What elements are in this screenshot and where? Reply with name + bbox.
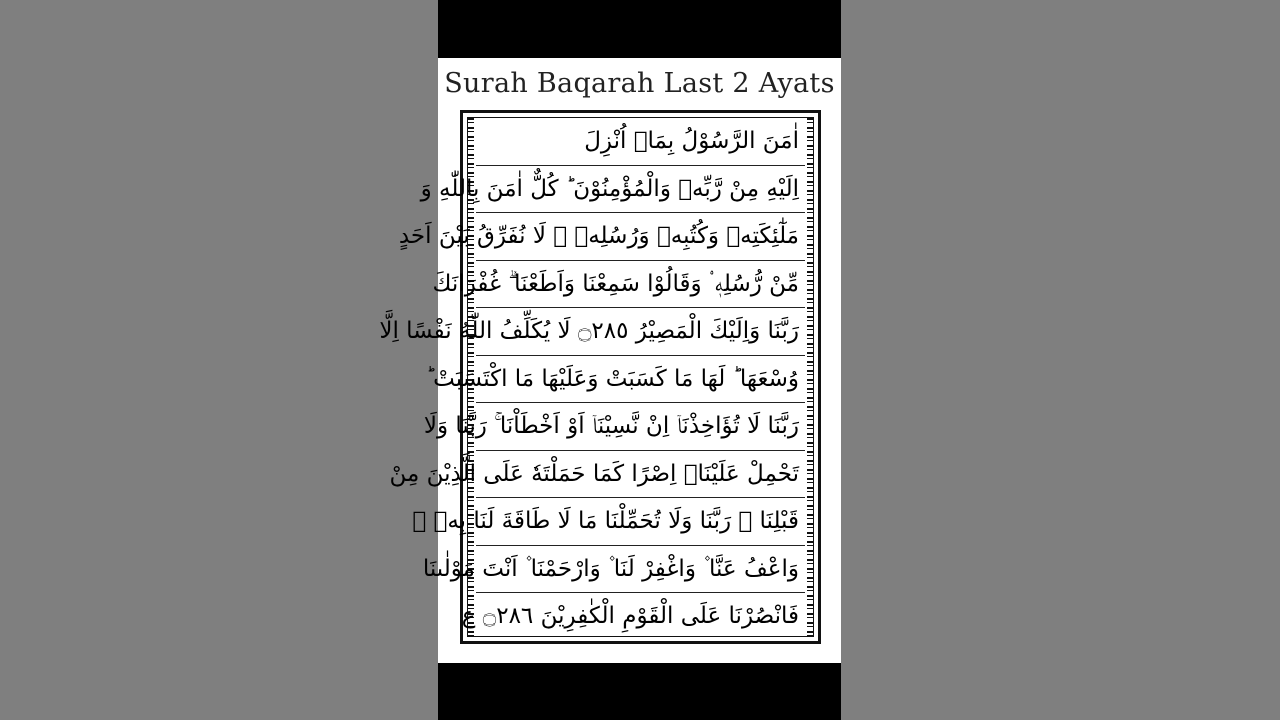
verse-line-8: تَحْمِلْ عَلَيْنَاۤ اِصْرًا كَمَا حَمَلْتَهٗ عَلَى الَّذِيْنَ مِنْ	[476, 451, 805, 499]
verse-line-1: اٰمَنَ الرَّسُوْلُ بِمَاۤ اُنْزِلَ	[476, 118, 805, 166]
verse-line-3: مَلٰٓئِكَتِهٖ وَكُتُبِهٖ وَرُسُلِهٖ ۟ لَا نُفَرِّقُ بَيْنَ اَحَدٍ	[476, 213, 805, 261]
verse-line-9: قَبْلِنَا ۚ رَبَّنَا وَلَا تُحَمِّلْنَا مَا لَا طَاقَةَ لَنَا بِهٖ ۚ	[476, 498, 805, 546]
letterbox-bottom	[438, 663, 841, 720]
verse-line-10: وَاعْفُ عَنَّا ۫ وَاغْفِرْ لَنَا ۫ وَارْحَمْنَا ۫ اَنْتَ مَوْلٰىنَا	[476, 546, 805, 594]
page-title: Surah Baqarah Last 2 Ayats	[444, 68, 835, 99]
verse-line-7: رَبَّنَا لَا تُؤَاخِذْنَاۤ اِنْ نَّسِيْنَاۤ اَوْ اَخْطَاْنَا ۚ رَبَّنَا وَلَا	[476, 403, 805, 451]
verse-line-5: رَبَّنَا وَاِلَيْكَ الْمَصِيْرُ ۝٢٨٥ لَا يُكَلِّفُ اللّٰهُ نَفْسًا اِلَّا	[476, 308, 805, 356]
quran-page	[379, 58, 841, 663]
right-border-ornament	[807, 118, 813, 636]
verse-line-6: وُسْعَهَا ؕ لَهَا مَا كَسَبَتْ وَعَلَيْهَا مَا اكْتَسَبَتْ ؕ	[476, 356, 805, 404]
letterbox-top	[438, 0, 841, 58]
inner-border	[379, 117, 814, 637]
ornamental-border	[379, 110, 821, 644]
verse-line-4: مِّنْ رُّسُلِهٖ ۟ وَقَالُوْا سَمِعْنَا وَاَطَعْنَا ۗ غُفْرَانَكَ	[476, 261, 805, 309]
verse-lines	[379, 118, 805, 636]
verse-line-2: اِلَيْهِ مِنْ رَّبِّهٖ وَالْمُؤْمِنُوْنَ ؕ كُلٌّ اٰمَنَ بِاللّٰهِ وَ	[476, 166, 805, 214]
verse-line-11: فَانْصُرْنَا عَلَى الْقَوْمِ الْكٰفِرِيْنَ ۝٢٨٦ ع	[461, 603, 799, 629]
